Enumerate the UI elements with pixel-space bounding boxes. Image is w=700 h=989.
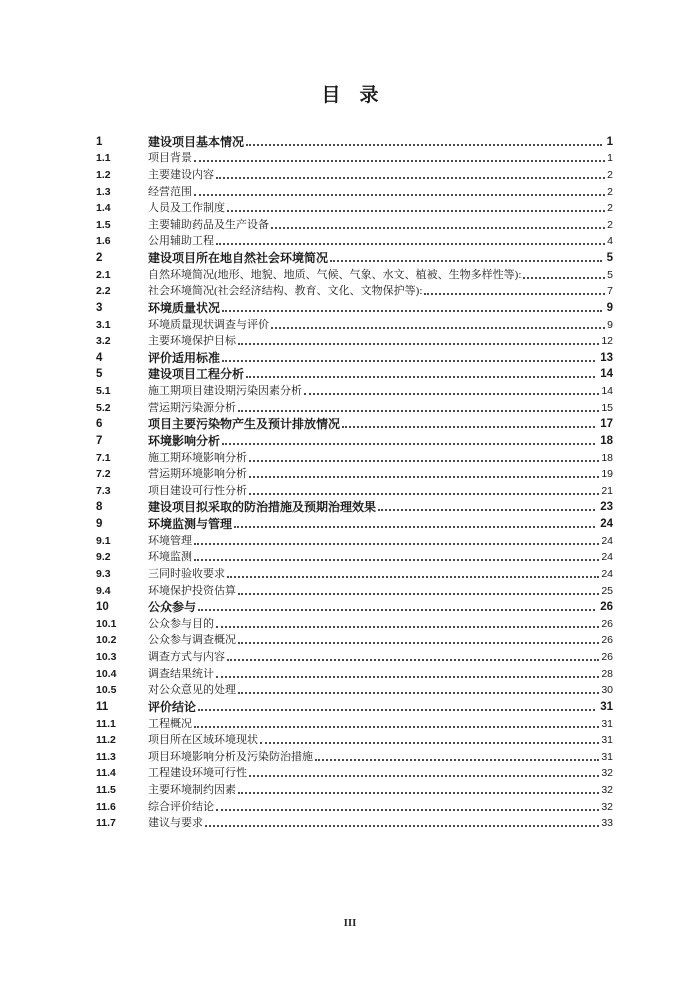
toc-row — [96, 415, 613, 432]
toc-entry-number: 10 — [96, 601, 109, 614]
toc-row — [96, 265, 613, 282]
toc-row — [96, 514, 613, 531]
toc-entry-number: 6 — [96, 418, 103, 431]
toc-row — [96, 481, 613, 498]
toc-row — [96, 431, 613, 448]
toc-entry-page: 14 — [600, 368, 613, 381]
toc-entry-label: 对公众意见的处理 — [148, 684, 236, 697]
toc-entry-label: 主要环境制约因素 — [148, 784, 236, 796]
toc-row — [96, 348, 613, 365]
toc-entry-label: 环境监测 — [148, 551, 192, 564]
toc-entry-number: 10.2 — [96, 634, 117, 647]
toc-row — [96, 182, 613, 199]
footer-page-number: III — [343, 917, 357, 929]
toc-leader-dots — [216, 809, 599, 811]
toc-leader-dots — [216, 243, 605, 245]
toc-entry-page: 33 — [601, 817, 613, 830]
toc-entry-number: 1.4 — [96, 202, 111, 215]
toc-leader-dots — [304, 393, 599, 395]
toc-entry-label: 项目建设可行性分析 — [148, 484, 247, 497]
toc-row — [96, 132, 613, 149]
toc-entry-number: 5.2 — [96, 401, 111, 414]
toc-entry-label: 调查结果统计 — [148, 667, 214, 680]
toc-row — [96, 747, 613, 764]
toc-leader-dots — [249, 775, 599, 777]
toc-entry-page: 5 — [607, 268, 613, 281]
toc-leader-dots — [249, 476, 599, 478]
toc-entry-page: 17 — [600, 418, 613, 431]
toc-entry-label: 主要辅助药品及生产设备 — [148, 218, 269, 231]
toc-leader-dots — [194, 543, 599, 545]
toc-row — [96, 282, 613, 299]
toc-entry-label: 营运期环境影响分析 — [148, 468, 247, 481]
toc-entry-number: 7 — [96, 434, 103, 447]
toc-entry-page: 28 — [601, 667, 613, 680]
toc-entry-label: 施工期项目建设期污染因素分析 — [148, 385, 302, 397]
toc-row — [96, 681, 613, 698]
toc-leader-dots — [222, 443, 595, 445]
toc-entry-number: 10.3 — [96, 651, 117, 663]
toc-entry-number: 11.2 — [96, 734, 116, 747]
toc-row — [96, 465, 613, 482]
toc-entry-number: 7.2 — [96, 468, 111, 481]
toc-entry-page: 15 — [601, 401, 613, 414]
toc-row — [96, 199, 613, 216]
toc-entry-number: 9.3 — [96, 567, 111, 580]
toc-entry-page: 14 — [601, 385, 613, 397]
toc-entry-number: 11.6 — [96, 800, 116, 813]
toc-leader-dots — [216, 626, 599, 628]
toc-row — [96, 614, 613, 631]
toc-entry-page: 7 — [607, 285, 613, 298]
toc-leader-dots — [238, 410, 599, 412]
toc-entry-number: 1.2 — [96, 168, 111, 181]
toc-leader-dots — [249, 460, 599, 462]
toc-leader-dots — [227, 659, 599, 661]
toc-entry-number: 1.3 — [96, 185, 111, 198]
toc-entry-label: 公众参与调查概况 — [148, 634, 236, 647]
toc-entry-page: 4 — [607, 235, 613, 248]
toc-entry-number: 11.4 — [96, 767, 116, 780]
toc-leader-dots — [246, 376, 595, 378]
toc-leader-dots — [227, 576, 599, 578]
toc-entry-label: 环境管理 — [148, 534, 192, 547]
toc-row — [96, 498, 613, 515]
toc-entry-number: 4 — [96, 351, 103, 364]
toc-row — [96, 564, 613, 581]
toc-row — [96, 232, 613, 249]
toc-entry-number: 11.1 — [96, 717, 116, 730]
toc-leader-dots — [194, 160, 605, 162]
toc-entry-label: 施工期环境影响分析 — [148, 451, 247, 464]
toc-entry-label: 公众参与目的 — [148, 617, 214, 630]
toc-entry-number: 7.1 — [96, 451, 111, 464]
toc-entry-page: 18 — [600, 434, 613, 447]
toc-entry-page: 13 — [600, 351, 613, 364]
toc-entry-page: 12 — [601, 335, 613, 348]
toc-entry-label: 环境保护投资估算 — [148, 584, 236, 597]
toc-entry-page: 24 — [601, 567, 613, 580]
toc-entry-label: 项目背景 — [148, 152, 192, 165]
toc-entry-page: 31 — [601, 717, 613, 730]
toc-entry-label: 项目主要污染物产生及预计排放情况 — [148, 417, 341, 432]
toc-row — [96, 248, 613, 265]
toc-entry-page: 26 — [601, 634, 613, 647]
toc-row — [96, 215, 613, 232]
toc-row — [96, 149, 613, 166]
toc-leader-dots — [342, 426, 595, 428]
toc-entry-number: 2.1 — [96, 268, 111, 281]
toc-entry-number: 1.5 — [96, 218, 111, 231]
toc-entry-page: 18 — [601, 451, 613, 464]
toc-entry-label: 公用辅助工程 — [148, 235, 214, 248]
toc-leader-dots — [271, 327, 605, 329]
toc-entry-label: 工程概况 — [148, 717, 192, 730]
toc-entry-page: 23 — [600, 501, 613, 514]
toc-row — [96, 398, 613, 415]
toc-entry-page: 26 — [600, 601, 613, 614]
toc-entry-page: 9 — [606, 301, 613, 314]
toc-entry-label: 建议与要求 — [148, 817, 203, 830]
toc-entry-page: 31 — [601, 734, 613, 747]
toc-entry-page: 32 — [601, 800, 613, 813]
toc-entry-page: 2 — [607, 168, 613, 181]
toc-entry-page: 25 — [601, 584, 613, 597]
toc-entry-page: 24 — [601, 534, 613, 547]
toc-entry-page: 2 — [607, 218, 613, 231]
toc-entry-label: 公众参与 — [148, 600, 197, 615]
toc-leader-dots — [234, 526, 595, 528]
toc-leader-dots — [238, 343, 599, 345]
toc-leader-dots — [216, 676, 599, 678]
toc-row — [96, 780, 613, 797]
toc-entry-label: 建设项目工程分析 — [148, 367, 245, 382]
toc-entry-number: 5.1 — [96, 385, 111, 397]
toc-leader-dots — [198, 709, 595, 711]
toc-row — [96, 797, 613, 814]
toc-entry-number: 11 — [96, 700, 109, 713]
toc-entry-page: 2 — [607, 202, 613, 215]
toc-entry-page: 31 — [601, 750, 613, 763]
toc-row — [96, 531, 613, 548]
toc-entry-number: 11.7 — [96, 817, 116, 830]
toc-entry-number: 10.4 — [96, 667, 117, 680]
toc-entry-page: 1 — [607, 152, 613, 165]
toc-entry-label: 社会环境简况(社会经济结构、教育、文化、文物保护等): — [148, 285, 423, 298]
toc-entry-number: 10.5 — [96, 684, 117, 697]
toc-entry-label: 三同时验收要求 — [148, 567, 225, 580]
toc-leader-dots — [198, 609, 595, 611]
toc-row — [96, 448, 613, 465]
toc-row — [96, 365, 613, 382]
toc-row — [96, 664, 613, 681]
toc-entry-label: 环境质量状况 — [148, 300, 221, 315]
toc-leader-dots — [216, 177, 605, 179]
toc-entry-page: 31 — [600, 700, 613, 713]
toc-leader-dots — [194, 194, 605, 196]
toc-entry-number: 8 — [96, 501, 103, 514]
toc-leader-dots — [222, 360, 595, 362]
toc-row — [96, 714, 613, 731]
toc-entry-number: 11.5 — [96, 784, 116, 796]
toc-row — [96, 731, 613, 748]
toc-entry-number: 9.1 — [96, 534, 111, 547]
toc-entry-page: 24 — [600, 518, 613, 530]
toc-entry-number: 1 — [96, 135, 103, 148]
toc-entry-label: 环境影响分析 — [148, 433, 221, 448]
toc-entry-label: 项目所在区域环境现状 — [148, 734, 258, 747]
toc-row — [96, 764, 613, 781]
toc-row — [96, 598, 613, 615]
toc-leader-dots — [194, 559, 599, 561]
toc-entry-page: 21 — [601, 484, 613, 497]
toc-leader-dots — [260, 742, 599, 744]
toc-leader-dots — [523, 277, 605, 279]
toc-entry-label: 评价结论 — [148, 699, 197, 714]
toc-entry-label: 环境监测与管理 — [148, 517, 233, 531]
toc-leader-dots — [271, 227, 605, 229]
toc-entry-label: 经营范围 — [148, 185, 192, 198]
toc-entry-label: 人员及工作制度 — [148, 202, 225, 215]
toc-row — [96, 647, 613, 664]
toc-entry-number: 9 — [96, 518, 103, 530]
toc-entry-label: 营运期污染源分析 — [148, 401, 236, 414]
toc-entry-number: 10.1 — [96, 617, 117, 630]
toc-entry-page: 9 — [607, 318, 613, 331]
toc-list — [96, 132, 613, 830]
toc-leader-dots — [238, 792, 599, 794]
toc-leader-dots — [238, 593, 599, 595]
toc-entry-label: 建设项目拟采取的防治措施及预期治理效果 — [148, 500, 377, 515]
toc-entry-number: 3.1 — [96, 318, 111, 331]
toc-row — [96, 332, 613, 349]
toc-row — [96, 315, 613, 332]
toc-entry-label: 综合评价结论 — [148, 800, 214, 813]
toc-row — [96, 631, 613, 648]
toc-entry-number: 3.2 — [96, 335, 111, 348]
toc-entry-number: 5 — [96, 368, 103, 381]
toc-row — [96, 814, 613, 831]
toc-entry-label: 环境质量现状调查与评价 — [148, 318, 269, 331]
toc-row — [96, 548, 613, 565]
toc-entry-page: 26 — [601, 617, 613, 630]
toc-entry-label: 评价适用标准 — [148, 350, 221, 365]
toc-leader-dots — [227, 210, 605, 212]
toc-entry-label: 建设项目所在地自然社会环境简况 — [148, 251, 329, 265]
toc-entry-number: 1.6 — [96, 235, 111, 248]
toc-entry-page: 5 — [606, 252, 613, 264]
toc-entry-number: 11.3 — [96, 750, 116, 763]
toc-entry-label: 项目环境影响分析及污染防治措施 — [148, 750, 313, 763]
toc-leader-dots — [249, 493, 599, 495]
toc-leader-dots — [315, 759, 599, 761]
toc-entry-page: 26 — [601, 651, 613, 663]
toc-entry-page: 1 — [606, 135, 613, 148]
toc-row — [96, 298, 613, 315]
toc-entry-label: 主要环境保护目标 — [148, 335, 236, 348]
toc-leader-dots — [238, 642, 599, 644]
toc-entry-number: 2.2 — [96, 285, 111, 298]
toc-entry-number: 9.4 — [96, 584, 111, 597]
toc-entry-page: 19 — [601, 468, 613, 481]
toc-leader-dots — [378, 509, 595, 511]
toc-entry-number: 7.3 — [96, 484, 111, 497]
toc-entry-page: 24 — [601, 551, 613, 564]
page-title: 目 录 — [321, 85, 379, 106]
toc-leader-dots — [424, 293, 605, 295]
toc-entry-page: 2 — [607, 185, 613, 198]
toc-entry-label: 工程建设环境可行性 — [148, 767, 247, 780]
toc-entry-page: 32 — [601, 784, 613, 796]
toc-entry-number: 9.2 — [96, 551, 111, 564]
toc-row — [96, 165, 613, 182]
toc-entry-number: 2 — [96, 252, 103, 264]
toc-leader-dots — [330, 260, 602, 262]
toc-leader-dots — [238, 692, 599, 694]
toc-row — [96, 381, 613, 398]
toc-entry-page: 30 — [601, 684, 613, 697]
toc-leader-dots — [222, 310, 602, 312]
toc-leader-dots — [194, 726, 599, 728]
toc-entry-number: 1.1 — [96, 152, 111, 165]
toc-entry-number: 3 — [96, 301, 103, 314]
toc-entry-label: 建设项目基本情况 — [148, 134, 245, 149]
toc-leader-dots — [205, 825, 599, 827]
toc-row — [96, 697, 613, 714]
toc-entry-label: 自然环境简况(地形、地貌、地质、气候、气象、水文、植被、生物多样性等): — [148, 268, 522, 281]
toc-leader-dots — [246, 144, 602, 146]
toc-entry-label: 主要建设内容 — [148, 168, 214, 181]
toc-entry-label: 调查方式与内容 — [148, 651, 225, 663]
toc-entry-page: 32 — [601, 767, 613, 780]
toc-row — [96, 581, 613, 598]
